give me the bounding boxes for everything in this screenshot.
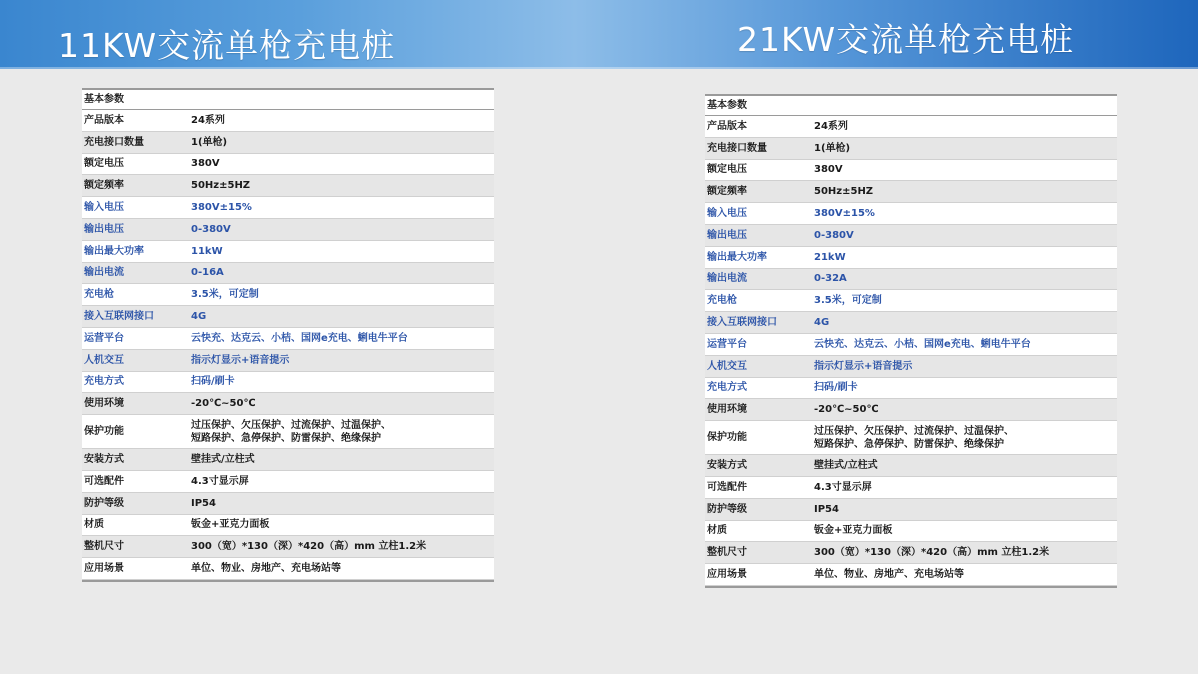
section-label: 基本参数	[84, 94, 124, 105]
table-row	[705, 378, 1117, 400]
table-section-header	[705, 96, 1117, 116]
left-spec-table	[82, 88, 494, 582]
spec-key: 额定电压	[84, 158, 124, 170]
table-row	[705, 160, 1117, 182]
spec-value: 0-380V	[191, 223, 231, 235]
spec-key: 使用环境	[707, 404, 747, 416]
spec-value: 50Hz±5HZ	[814, 186, 874, 198]
spec-value: 0-32A	[814, 273, 847, 285]
spec-value: 24系列	[814, 120, 848, 132]
spec-value: 11kW	[191, 245, 223, 257]
spec-value: 4G	[814, 317, 830, 329]
spec-rows	[82, 110, 494, 580]
spec-value: 0-16A	[191, 267, 224, 279]
spec-value: -20℃~50℃	[814, 404, 879, 416]
spec-value: 300（宽）*130（深）*420（高）mm 立柱1.2米	[191, 541, 427, 553]
spec-value: 过压保护、欠压保护、过流保护、过温保护、 短路保护、急停保护、防雷保护、绝缘保护	[191, 419, 391, 444]
spec-key: 运营平台	[84, 332, 124, 344]
spec-key: 材质	[84, 519, 104, 531]
spec-key: 额定频率	[707, 186, 747, 198]
spec-key: 材质	[707, 525, 727, 537]
spec-key: 应用场景	[84, 563, 124, 575]
table-bottom-rule	[705, 586, 1117, 588]
spec-value: 云快充、达克云、小桔、国网e充电、蜊电牛平台	[814, 338, 1031, 350]
spec-key: 输出最大功率	[707, 251, 767, 263]
spec-value: 1(单枪)	[191, 136, 228, 148]
spec-value: 1(单枪)	[814, 142, 851, 154]
spec-key: 使用环境	[84, 398, 124, 410]
table-row	[705, 181, 1117, 203]
right-product-title: 21KW交流单枪充电桩	[737, 20, 1075, 59]
table-row	[705, 356, 1117, 378]
table-row	[82, 175, 494, 197]
spec-value: 指示灯显示+语音提示	[191, 354, 290, 366]
table-row	[82, 515, 494, 537]
spec-key: 整机尺寸	[84, 541, 124, 553]
table-row	[82, 350, 494, 372]
spec-value: 300（宽）*130（深）*420（高）mm 立柱1.2米	[814, 547, 1050, 559]
table-row	[705, 116, 1117, 138]
spec-key: 充电接口数量	[84, 136, 144, 148]
spec-value: 24系列	[191, 114, 225, 126]
spec-key: 输出电压	[707, 229, 747, 241]
table-row	[705, 421, 1117, 455]
spec-key: 接入互联网接口	[707, 317, 777, 329]
table-row	[705, 455, 1117, 477]
table-row	[705, 138, 1117, 160]
spec-key: 防护等级	[707, 503, 747, 515]
spec-value: 380V±15%	[191, 202, 252, 214]
table-row	[705, 521, 1117, 543]
table-row	[705, 334, 1117, 356]
header-banner	[0, 0, 1198, 69]
table-row	[82, 328, 494, 350]
spec-key: 应用场景	[707, 569, 747, 581]
spec-value: 3.5米，可定制	[191, 289, 259, 301]
spec-key: 保护功能	[84, 426, 124, 438]
right-spec-table	[705, 94, 1117, 588]
table-row	[82, 284, 494, 306]
spec-key: 可选配件	[707, 481, 747, 493]
spec-key: 额定电压	[707, 164, 747, 176]
left-product-title: 11KW交流单枪充电桩	[58, 26, 396, 65]
spec-value: 50Hz±5HZ	[191, 180, 251, 192]
spec-value: 4G	[191, 311, 207, 323]
spec-value: 单位、物业、房地产、充电场站等	[191, 563, 341, 575]
spec-value: 4.3寸显示屏	[814, 481, 872, 493]
table-row	[82, 415, 494, 449]
table-row	[705, 290, 1117, 312]
spec-value: 扫码/刷卡	[191, 376, 235, 388]
spec-value: IP54	[191, 497, 216, 509]
table-section-header	[82, 90, 494, 110]
spec-key: 保护功能	[707, 432, 747, 444]
spec-key: 充电方式	[707, 382, 747, 394]
spec-key: 产品版本	[707, 120, 747, 132]
spec-value: 指示灯显示+语音提示	[814, 360, 913, 372]
table-row	[705, 203, 1117, 225]
spec-value: 0-380V	[814, 229, 854, 241]
spec-key: 产品版本	[84, 114, 124, 126]
spec-key: 输出最大功率	[84, 245, 144, 257]
spec-value: 壁挂式/立柱式	[191, 454, 255, 466]
spec-rows	[705, 116, 1117, 586]
table-row	[82, 219, 494, 241]
table-row	[82, 372, 494, 394]
spec-value: 钣金+亚克力面板	[191, 519, 270, 531]
spec-value: -20℃~50℃	[191, 398, 256, 410]
table-row	[82, 132, 494, 154]
spec-key: 人机交互	[707, 360, 747, 372]
spec-key: 充电枪	[707, 295, 737, 307]
spec-value: 云快充、达克云、小桔、国网e充电、蜊电牛平台	[191, 332, 408, 344]
table-row	[705, 499, 1117, 521]
spec-value: 380V	[814, 164, 843, 176]
table-row	[82, 493, 494, 515]
spec-key: 人机交互	[84, 354, 124, 366]
spec-value: IP54	[814, 503, 839, 515]
spec-key: 运营平台	[707, 338, 747, 350]
spec-key: 安装方式	[84, 454, 124, 466]
spec-key: 输出电流	[84, 267, 124, 279]
spec-value: 壁挂式/立柱式	[814, 460, 878, 472]
spec-key: 充电接口数量	[707, 142, 767, 154]
table-row	[705, 399, 1117, 421]
table-row	[82, 306, 494, 328]
spec-key: 充电方式	[84, 376, 124, 388]
spec-value: 单位、物业、房地产、充电场站等	[814, 569, 964, 581]
spec-key: 接入互联网接口	[84, 311, 154, 323]
table-row	[705, 477, 1117, 499]
table-row	[82, 393, 494, 415]
spec-key: 额定频率	[84, 180, 124, 192]
spec-value: 钣金+亚克力面板	[814, 525, 893, 537]
table-bottom-rule	[82, 580, 494, 582]
section-label: 基本参数	[707, 100, 747, 111]
spec-value: 扫码/刷卡	[814, 382, 858, 394]
spec-value: 3.5米，可定制	[814, 295, 882, 307]
spec-key: 输入电压	[707, 208, 747, 220]
spec-value: 380V	[191, 158, 220, 170]
table-row	[705, 225, 1117, 247]
table-row	[82, 263, 494, 285]
spec-value: 380V±15%	[814, 208, 875, 220]
table-row	[705, 542, 1117, 564]
spec-value: 4.3寸显示屏	[191, 475, 249, 487]
spec-key: 防护等级	[84, 497, 124, 509]
spec-key: 整机尺寸	[707, 547, 747, 559]
spec-value: 21kW	[814, 251, 846, 263]
table-row	[82, 449, 494, 471]
spec-value: 过压保护、欠压保护、过流保护、过温保护、 短路保护、急停保护、防雷保护、绝缘保护	[814, 425, 1014, 450]
spec-key: 输出电压	[84, 223, 124, 235]
table-row	[82, 110, 494, 132]
spec-key: 充电枪	[84, 289, 114, 301]
table-row	[705, 312, 1117, 334]
spec-key: 输入电压	[84, 202, 124, 214]
spec-key: 可选配件	[84, 475, 124, 487]
table-row	[82, 471, 494, 493]
table-row	[82, 558, 494, 580]
table-row	[705, 564, 1117, 586]
table-row	[82, 536, 494, 558]
table-row	[705, 269, 1117, 291]
table-row	[705, 247, 1117, 269]
spec-key: 安装方式	[707, 460, 747, 472]
spec-key: 输出电流	[707, 273, 747, 285]
table-row	[82, 241, 494, 263]
table-row	[82, 154, 494, 176]
table-row	[82, 197, 494, 219]
